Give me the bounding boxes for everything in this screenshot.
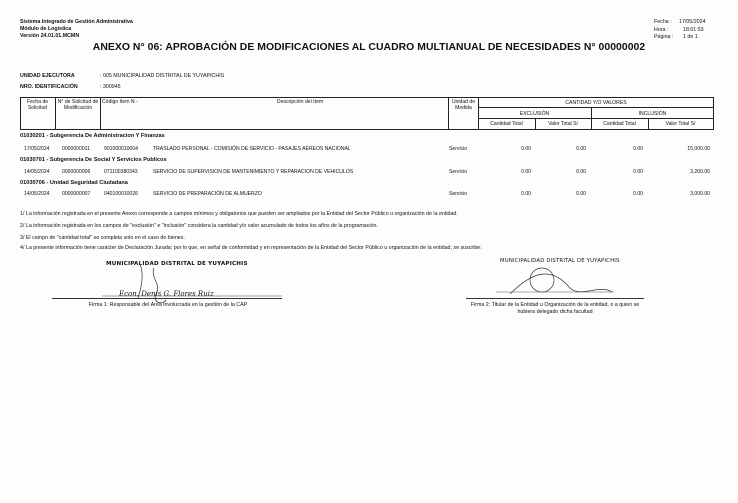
row-fecha: 17/05/2024 [24,146,50,152]
row-nsol: 0000000006 [62,169,91,175]
row-ct1: 0.00 [521,191,531,197]
col-header-unidad: Unidad de Medida [451,99,476,112]
ue-label: UNIDAD EJECUTORA [20,73,75,79]
row-codigo: 901000010004 [104,146,138,152]
left-signature-caption: Firma 1: Responsable del Área involucrada en la gestión de la CAP [88,302,248,308]
row-desc: SERVICIO DE SUPERVISION DE MANTENIMIENTO Y REPARACION DE VEHICULOS [153,169,354,175]
ni-value: : 300945 [100,84,121,90]
col-header-cantidad: CANTIDAD Y/O VALORES [565,100,627,106]
page-label: Página : [654,34,674,40]
note-4: 4/ La presente información tiene carácter de Declaración Jurada; por lo que, en señal de conformidad y en representación de la Entidad del Sector Público u organización de la entidad, se suscribe: [20,245,482,251]
time-value: 18:01:53 [683,27,704,33]
col-header-codigo: Código Item N - [102,99,138,105]
time-label: Hora : [654,27,669,33]
note-2: 2/ La información registrada en los campos de "exclusión" e "inclusión" considera la cantidad y/o valor acumulado de todos los años de la programación. [20,223,378,229]
ni-label: NRO. IDENTIFICACIÓN [20,84,78,90]
col-header-exclusion: EXCLUSIÓN [519,111,550,117]
col-header-inclusion: INCLUSIÓN [638,111,667,117]
date-label: Fecha : [654,19,672,25]
ue-value: : 005 MUNICIPALIDAD DISTRITAL DE YUYAPICHIS [100,73,225,79]
row-fecha: 14/05/2024 [24,169,50,175]
table-top-rule [20,97,714,98]
row-vt2: 3,000.00 [690,191,710,197]
row-unidad: Servicio [449,191,468,197]
row-ct1: 0.00 [521,169,531,175]
date-value: 17/05/2024 [679,19,706,25]
col-header-ct1: Cantidad Total [490,121,523,127]
module-name: Módulo de Logística [20,26,72,32]
row-unidad: Servicio [449,146,468,152]
row-nsol: 0000000011 [62,146,90,152]
right-stamp: MUNICIPALIDAD DISTRITAL DE YUYAPICHIS [500,258,620,264]
row-codigo: 040100010026 [104,191,138,197]
system-name: Sistema Integrado de Gestión Administrativa [20,19,133,25]
row-ct2: 0.00 [633,169,643,175]
row-vt2: 15,000.00 [687,146,710,152]
col-header-nsol: N° de Solicitud de Modificación [57,99,99,112]
row-ct1: 0.00 [521,146,531,152]
page-value: 1 de 1 [683,34,698,40]
row-fecha: 14/05/2024 [24,191,50,197]
cantidad-rule [478,107,714,108]
exclusion-rule [478,118,714,119]
row-vt1: 0.00 [576,146,586,152]
col-header-desc: Descripción del Item [276,99,324,105]
col-header-ct2: Cantidad Total [603,121,636,127]
note-1: 1/ La información registrada en el presente Anexo corresponde a campos mínimos y obligatorios que pueden ser ampliados por la Entidad del Sector Público u organización de la entidad. [20,211,458,217]
row-desc: SERVICIO DE PREPARACIÓN DE ALMUERZO [153,191,262,197]
row-vt1: 0.00 [576,169,586,175]
group-title: 01030201 - Subgerencia De Administracion Y Finanzas [20,133,165,139]
group-title: 01030701 - Subgerencia De Social Y Servicios Publicos [20,157,167,163]
group-title: 01030706 - Unidad Seguridad Ciudadana [20,180,128,186]
left-signature-line [52,298,282,299]
note-3: 3/ El campo de "cantidad total" se completa solo en el caso de bienes. [20,235,185,241]
version-text: Versión 24.01.01.MCMN [20,33,80,39]
left-signer-name: Econ. Denis G. Flores Ruiz [119,290,214,298]
col-header-vt1: Valor Total S/ [548,121,578,127]
row-unidad: Servicio [449,169,468,175]
col-header-fecha: Fecha de Solicitud [26,99,49,112]
col-sep [100,97,101,129]
row-ct2: 0.00 [633,146,643,152]
left-stamp: MUNICIPALIDAD DISTRITAL DE YUYAPICHIS [106,261,248,267]
row-codigo: 071100380343 [104,169,138,175]
row-nsol: 0000000007 [62,191,91,197]
row-desc: TRASLADO PERSONAL - COMISIÓN DE SERVICIO - PASAJES AÉREOS NACIONAL [153,146,351,152]
row-vt2: 3,200.00 [690,169,710,175]
row-ct2: 0.00 [633,191,643,197]
right-signature-caption: Firma 2: Titular de la Entidad u Organización de la entidad, o a quien se hubiera delegado dicha facultad [470,302,640,315]
col-header-vt2: Valor Total S/ [665,121,696,127]
table-header-bottom-rule [20,129,714,130]
right-signature-line [466,298,644,299]
row-vt1: 0.00 [576,191,586,197]
document-title: ANEXO N° 06: APROBACIÓN DE MODIFICACIONES AL CUADRO MULTIANUAL DE NECESIDADES N° 00000002 [92,42,646,53]
